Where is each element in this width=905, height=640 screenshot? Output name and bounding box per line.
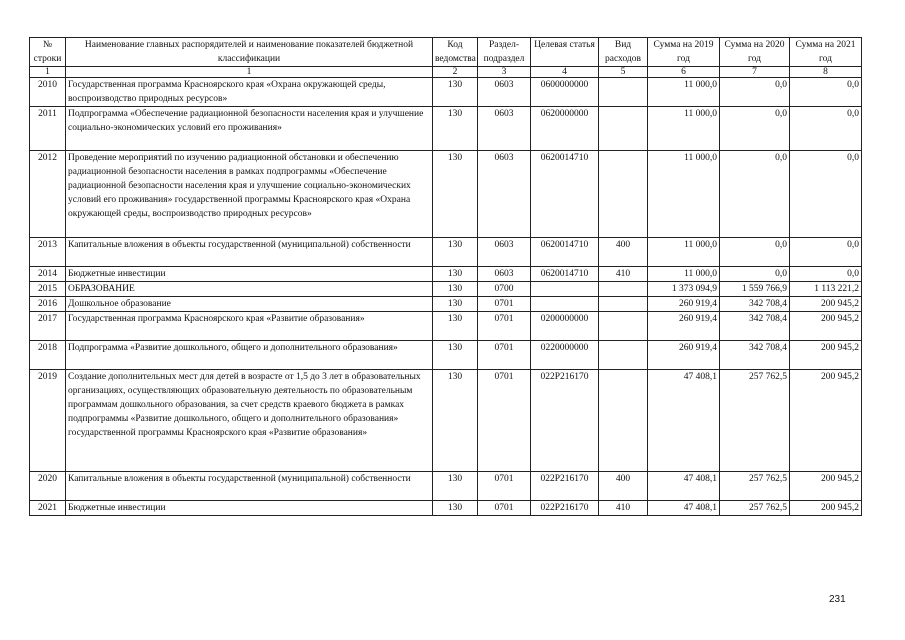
row-section: 0701 — [478, 312, 531, 341]
row-sum-2020: 0,0 — [720, 151, 790, 238]
row-section: 0603 — [478, 267, 531, 282]
row-sum-2021: 200 945,2 — [790, 472, 862, 501]
table-row — [30, 501, 862, 516]
row-expense-type: 400 — [599, 238, 648, 267]
row-sum-2019: 1 373 094,9 — [648, 282, 720, 297]
row-dept-code: 130 — [433, 267, 478, 282]
row-sum-2021: 200 945,2 — [790, 297, 862, 312]
row-sum-2020: 257 762,5 — [720, 472, 790, 501]
row-sum-2019: 11 000,0 — [648, 78, 720, 107]
row-name: Капитальные вложения в объекты государственной (муниципальной) собственности — [66, 472, 433, 501]
row-expense-type — [599, 78, 648, 107]
row-dept-code: 130 — [433, 282, 478, 297]
row-name: Подпрограмма «Обеспечение радиационной безопасности населения края и улучшение социально-экономических условий его проживания» — [66, 107, 433, 151]
row-sum-2019: 47 408,1 — [648, 370, 720, 472]
table-row — [30, 78, 862, 107]
row-sum-2021: 200 945,2 — [790, 501, 862, 516]
row-sum-2019: 11 000,0 — [648, 238, 720, 267]
row-name: Государственная программа Красноярского края «Охрана окружающей среды, воспроизводство природных ресурсов» — [66, 78, 433, 107]
row-sum-2019: 47 408,1 — [648, 472, 720, 501]
row-sum-2020: 1 559 766,9 — [720, 282, 790, 297]
column-number: 2 — [433, 67, 478, 78]
header-sum-2019: Сумма на 2019 год — [648, 38, 720, 67]
row-section: 0701 — [478, 501, 531, 516]
row-expense-type: 400 — [599, 472, 648, 501]
row-target: 0200000000 — [531, 312, 599, 341]
row-sum-2020: 0,0 — [720, 238, 790, 267]
row-section: 0603 — [478, 151, 531, 238]
row-sum-2020: 0,0 — [720, 107, 790, 151]
header-dept-code: Код ведомства — [433, 38, 478, 67]
row-sum-2019: 260 919,4 — [648, 297, 720, 312]
row-name: Государственная программа Красноярского края «Развитие образования» — [66, 312, 433, 341]
table-body — [30, 78, 862, 516]
column-number: 6 — [648, 67, 720, 78]
row-number: 2012 — [30, 151, 66, 238]
row-target: 0620014710 — [531, 267, 599, 282]
table-row — [30, 238, 862, 267]
row-expense-type: 410 — [599, 267, 648, 282]
row-expense-type: 410 — [599, 501, 648, 516]
row-sum-2021: 0,0 — [790, 267, 862, 282]
row-sum-2019: 11 000,0 — [648, 107, 720, 151]
row-sum-2019: 47 408,1 — [648, 501, 720, 516]
row-number: 2014 — [30, 267, 66, 282]
row-number: 2017 — [30, 312, 66, 341]
row-section: 0603 — [478, 78, 531, 107]
column-number: 1 — [66, 67, 433, 78]
row-sum-2021: 0,0 — [790, 151, 862, 238]
row-target: 0620014710 — [531, 238, 599, 267]
row-dept-code: 130 — [433, 370, 478, 472]
row-number: 2016 — [30, 297, 66, 312]
row-sum-2019: 260 919,4 — [648, 341, 720, 370]
row-name: Подпрограмма «Развитие дошкольного, общего и дополнительного образования» — [66, 341, 433, 370]
row-dept-code: 130 — [433, 312, 478, 341]
header-row-no: № строки — [30, 38, 66, 67]
row-dept-code: 130 — [433, 472, 478, 501]
table-row — [30, 297, 862, 312]
row-number: 2021 — [30, 501, 66, 516]
row-sum-2020: 342 708,4 — [720, 297, 790, 312]
header-name: Наименование главных распорядителей и наименование показателей бюджетной классификации — [66, 38, 433, 67]
row-dept-code: 130 — [433, 501, 478, 516]
row-number: 2019 — [30, 370, 66, 472]
row-sum-2021: 200 945,2 — [790, 312, 862, 341]
row-target — [531, 282, 599, 297]
row-name: ОБРАЗОВАНИЕ — [66, 282, 433, 297]
column-number: 5 — [599, 67, 648, 78]
row-name: Бюджетные инвестиции — [66, 267, 433, 282]
row-dept-code: 130 — [433, 151, 478, 238]
row-sum-2020: 257 762,5 — [720, 370, 790, 472]
column-number: 3 — [478, 67, 531, 78]
row-section: 0701 — [478, 341, 531, 370]
row-sum-2021: 200 945,2 — [790, 370, 862, 472]
column-number: 4 — [531, 67, 599, 78]
row-section: 0701 — [478, 370, 531, 472]
row-sum-2021: 1 113 221,2 — [790, 282, 862, 297]
row-dept-code: 130 — [433, 297, 478, 312]
row-number: 2015 — [30, 282, 66, 297]
row-number: 2020 — [30, 472, 66, 501]
header-sum-2020: Сумма на 2020 год — [720, 38, 790, 67]
row-target — [531, 297, 599, 312]
row-target: 022P216170 — [531, 501, 599, 516]
column-number: 1 — [30, 67, 66, 78]
row-sum-2021: 200 945,2 — [790, 341, 862, 370]
row-sum-2020: 342 708,4 — [720, 312, 790, 341]
row-name: Дошкольное образование — [66, 297, 433, 312]
header-target: Целевая статья — [531, 38, 599, 67]
column-number-row — [30, 67, 862, 78]
row-sum-2019: 11 000,0 — [648, 267, 720, 282]
row-section: 0701 — [478, 297, 531, 312]
table-row — [30, 107, 862, 151]
row-target: 0620000000 — [531, 107, 599, 151]
row-section: 0603 — [478, 107, 531, 151]
budget-table — [29, 37, 862, 516]
row-name: Создание дополнительных мест для детей в возрасте от 1,5 до 3 лет в образовательных организациях, осуществляющих образовательную деятельность по образовательным программам дошкольного образования, за счет средств краевого бюджета в рамках подпрограммы «Развитие дошкольного, общего и дополнительного образования» государственной программы Красноярского края «Развитие образования» — [66, 370, 433, 472]
header-sum-2021: Сумма на 2021 год — [790, 38, 862, 67]
row-number: 2010 — [30, 78, 66, 107]
header-expense-type: Вид расходов — [599, 38, 648, 67]
row-dept-code: 130 — [433, 78, 478, 107]
row-number: 2013 — [30, 238, 66, 267]
table-row — [30, 312, 862, 341]
column-number: 7 — [720, 67, 790, 78]
row-name: Капитальные вложения в объекты государственной (муниципальной) собственности — [66, 238, 433, 267]
row-dept-code: 130 — [433, 238, 478, 267]
row-target: 0600000000 — [531, 78, 599, 107]
row-expense-type — [599, 370, 648, 472]
row-expense-type — [599, 107, 648, 151]
header-section: Раздел-подраздел — [478, 38, 531, 67]
table-header — [30, 38, 862, 78]
page-number: 231 — [829, 594, 846, 605]
row-sum-2020: 0,0 — [720, 78, 790, 107]
row-target: 0620014710 — [531, 151, 599, 238]
row-expense-type — [599, 151, 648, 238]
row-target: 022P216170 — [531, 370, 599, 472]
row-dept-code: 130 — [433, 107, 478, 151]
row-sum-2021: 0,0 — [790, 107, 862, 151]
column-number: 8 — [790, 67, 862, 78]
row-expense-type — [599, 282, 648, 297]
row-target: 0220000000 — [531, 341, 599, 370]
row-expense-type — [599, 341, 648, 370]
row-sum-2019: 260 919,4 — [648, 312, 720, 341]
table-row — [30, 472, 862, 501]
row-section: 0700 — [478, 282, 531, 297]
table-row — [30, 282, 862, 297]
row-sum-2020: 0,0 — [720, 267, 790, 282]
row-name: Проведение мероприятий по изучению радиационной обстановки и обеспечению радиационной безопасности населения в рамках подпрограммы «Обеспечение радиационной безопасности населения края и улучшение социально-экономических условий его проживания» государственной программы Красноярского края «Охрана окружающей среды, воспроизводство природных ресурсов» — [66, 151, 433, 238]
row-number: 2018 — [30, 341, 66, 370]
row-sum-2019: 11 000,0 — [648, 151, 720, 238]
row-expense-type — [599, 297, 648, 312]
row-sum-2021: 0,0 — [790, 78, 862, 107]
row-sum-2020: 257 762,5 — [720, 501, 790, 516]
row-sum-2021: 0,0 — [790, 238, 862, 267]
row-target: 022P216170 — [531, 472, 599, 501]
row-section: 0603 — [478, 238, 531, 267]
table-row — [30, 370, 862, 472]
row-expense-type — [599, 312, 648, 341]
row-dept-code: 130 — [433, 341, 478, 370]
table-row — [30, 267, 862, 282]
row-number: 2011 — [30, 107, 66, 151]
row-section: 0701 — [478, 472, 531, 501]
table-row — [30, 151, 862, 238]
table-row — [30, 341, 862, 370]
row-name: Бюджетные инвестиции — [66, 501, 433, 516]
row-sum-2020: 342 708,4 — [720, 341, 790, 370]
